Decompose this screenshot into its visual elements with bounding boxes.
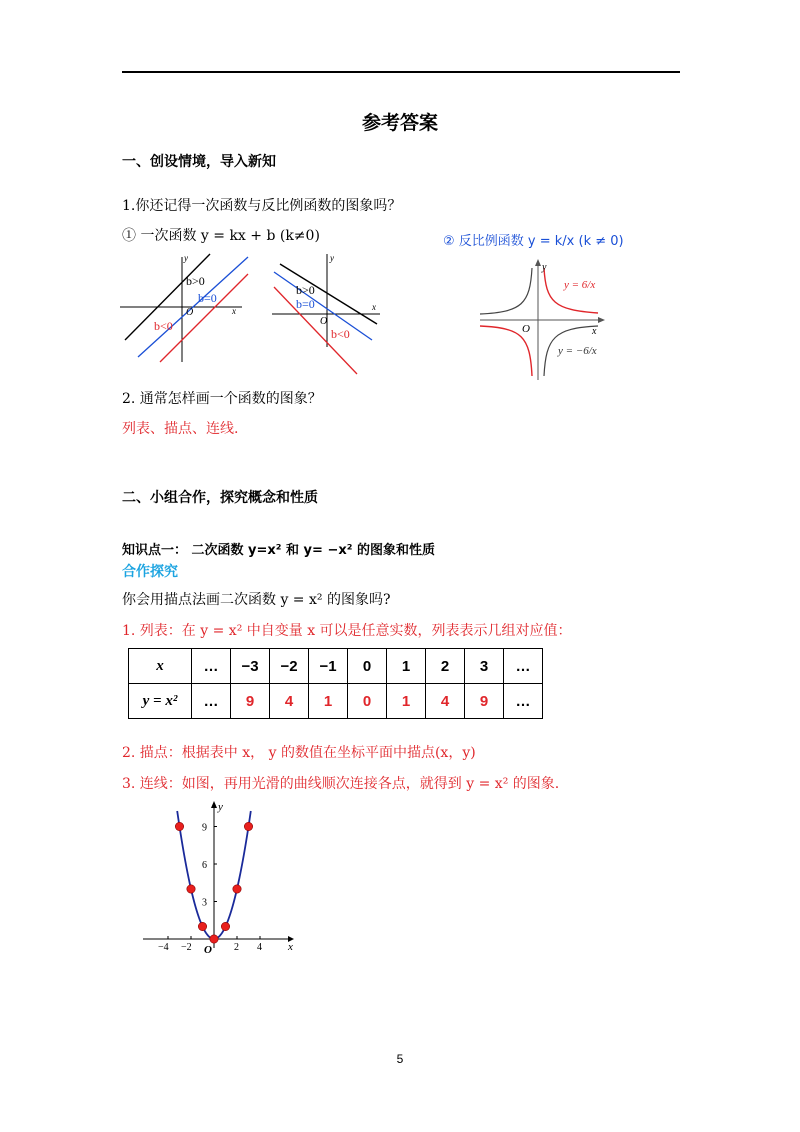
- origin-label: O: [522, 323, 530, 335]
- x-tick-label: 2: [234, 942, 239, 953]
- table-cell: 0: [348, 649, 387, 684]
- table-cell: 9: [465, 684, 504, 719]
- label-b-zero: b=0: [198, 291, 217, 305]
- label-b-zero: b=0: [296, 297, 315, 311]
- label-b-positive: b>0: [296, 283, 315, 297]
- x-axis-arrow: [598, 317, 605, 323]
- line-b-positive: [280, 264, 377, 324]
- table-cell: …: [192, 684, 231, 719]
- inverse-function-label: ② 反比例函数 y = k/x (k ≠ 0): [443, 234, 624, 249]
- answer-2: 列表、描点、连线.: [122, 421, 239, 437]
- step-3-connect: 3. 连线：如图，再用光滑的曲线顺次连接各点，就得到 y = x² 的图象.: [122, 776, 560, 792]
- data-point: [210, 935, 218, 943]
- y-tick-label: 6: [202, 860, 207, 871]
- y-axis-label: y: [218, 801, 223, 813]
- table-cell: 1: [309, 684, 348, 719]
- parabola-graph: [138, 798, 300, 958]
- linear-function-label: ① 一次函数 y = kx + b (k≠0): [122, 228, 320, 244]
- origin-label: O: [320, 316, 328, 327]
- x-axis-label: x: [288, 941, 293, 953]
- x-axis-label: x: [592, 326, 597, 337]
- table-cell: 9: [231, 684, 270, 719]
- table-cell: …: [504, 649, 543, 684]
- section1-heading: 一、创设情境，导入新知: [122, 154, 276, 170]
- value-table: [128, 648, 543, 719]
- label-b-positive: b>0: [186, 274, 205, 288]
- header-rule: [122, 71, 680, 73]
- label-b-negative: b<0: [331, 327, 350, 341]
- table-row-x: [129, 649, 543, 684]
- data-point: [198, 922, 206, 930]
- table-cell: 4: [426, 684, 465, 719]
- data-point: [187, 885, 195, 893]
- x-axis-label: x: [372, 302, 376, 312]
- x-tick-label: 4: [257, 942, 262, 953]
- table-cell: −3: [231, 649, 270, 684]
- y-axis-label: y: [330, 253, 334, 263]
- table-cell: 3: [465, 649, 504, 684]
- question-2: 2. 通常怎样画一个函数的图象？: [122, 391, 322, 407]
- data-point: [221, 922, 229, 930]
- x-tick-label: −2: [181, 942, 192, 953]
- table-header-y: y = x²: [129, 684, 192, 719]
- neg-curve-label: y = −6/x: [558, 345, 597, 357]
- table-cell: …: [504, 684, 543, 719]
- page-title: 参考答案: [361, 112, 438, 134]
- table-cell: …: [192, 649, 231, 684]
- x-tick-label: −4: [158, 942, 169, 953]
- table-header-x: x: [129, 649, 192, 684]
- coop-explore-label: 合作探究: [122, 564, 178, 580]
- table-cell: −1: [309, 649, 348, 684]
- linear-graph-2: [272, 252, 387, 377]
- x-axis-label: x: [232, 306, 236, 316]
- y-axis-arrow: [535, 259, 541, 266]
- step-1-list-table: 1. 列表：在 y = x² 中自变量 x 可以是任意实数，列表表示几组对应值：: [122, 623, 572, 639]
- inverse-proportion-graph: [478, 258, 608, 383]
- table-cell: 2: [426, 649, 465, 684]
- y-tick-label: 9: [202, 822, 207, 834]
- step-2-plot-points: 2. 描点：根据表中 x， y 的数值在坐标平面中描点(x，y): [122, 745, 476, 761]
- table-cell: 4: [270, 684, 309, 719]
- pos-curve-label: y = 6/x: [564, 279, 596, 291]
- table-row-y: [129, 684, 543, 719]
- data-point: [175, 822, 183, 830]
- data-point: [244, 822, 252, 830]
- line-b-zero: [274, 272, 372, 340]
- table-cell: 0: [348, 684, 387, 719]
- table-cell: −2: [270, 649, 309, 684]
- label-b-negative: b<0: [154, 319, 173, 333]
- question-1: 1.你还记得一次函数与反比例函数的图象吗？: [122, 198, 402, 214]
- y-axis-label: y: [184, 253, 188, 263]
- table-cell: 1: [387, 649, 426, 684]
- origin-label: O: [186, 307, 194, 318]
- knowledge-point-1: 知识点一： 二次函数 y=x² 和 y= −x² 的图象和性质: [122, 543, 435, 558]
- linear-graph-1: [120, 252, 250, 364]
- page-number: 5: [396, 1052, 404, 1066]
- origin-label: O: [204, 944, 212, 956]
- section2-heading: 二、小组合作，探究概念和性质: [122, 490, 318, 506]
- y-axis-arrow: [211, 801, 217, 808]
- table-cell: 1: [387, 684, 426, 719]
- y-axis-label: y: [542, 262, 547, 273]
- parabola-question: 你会用描点法画二次函数 y = x² 的图象吗?: [122, 592, 391, 608]
- y-tick-label: 3: [202, 897, 207, 909]
- data-point: [233, 885, 241, 893]
- curve-neg-q2: [480, 268, 532, 314]
